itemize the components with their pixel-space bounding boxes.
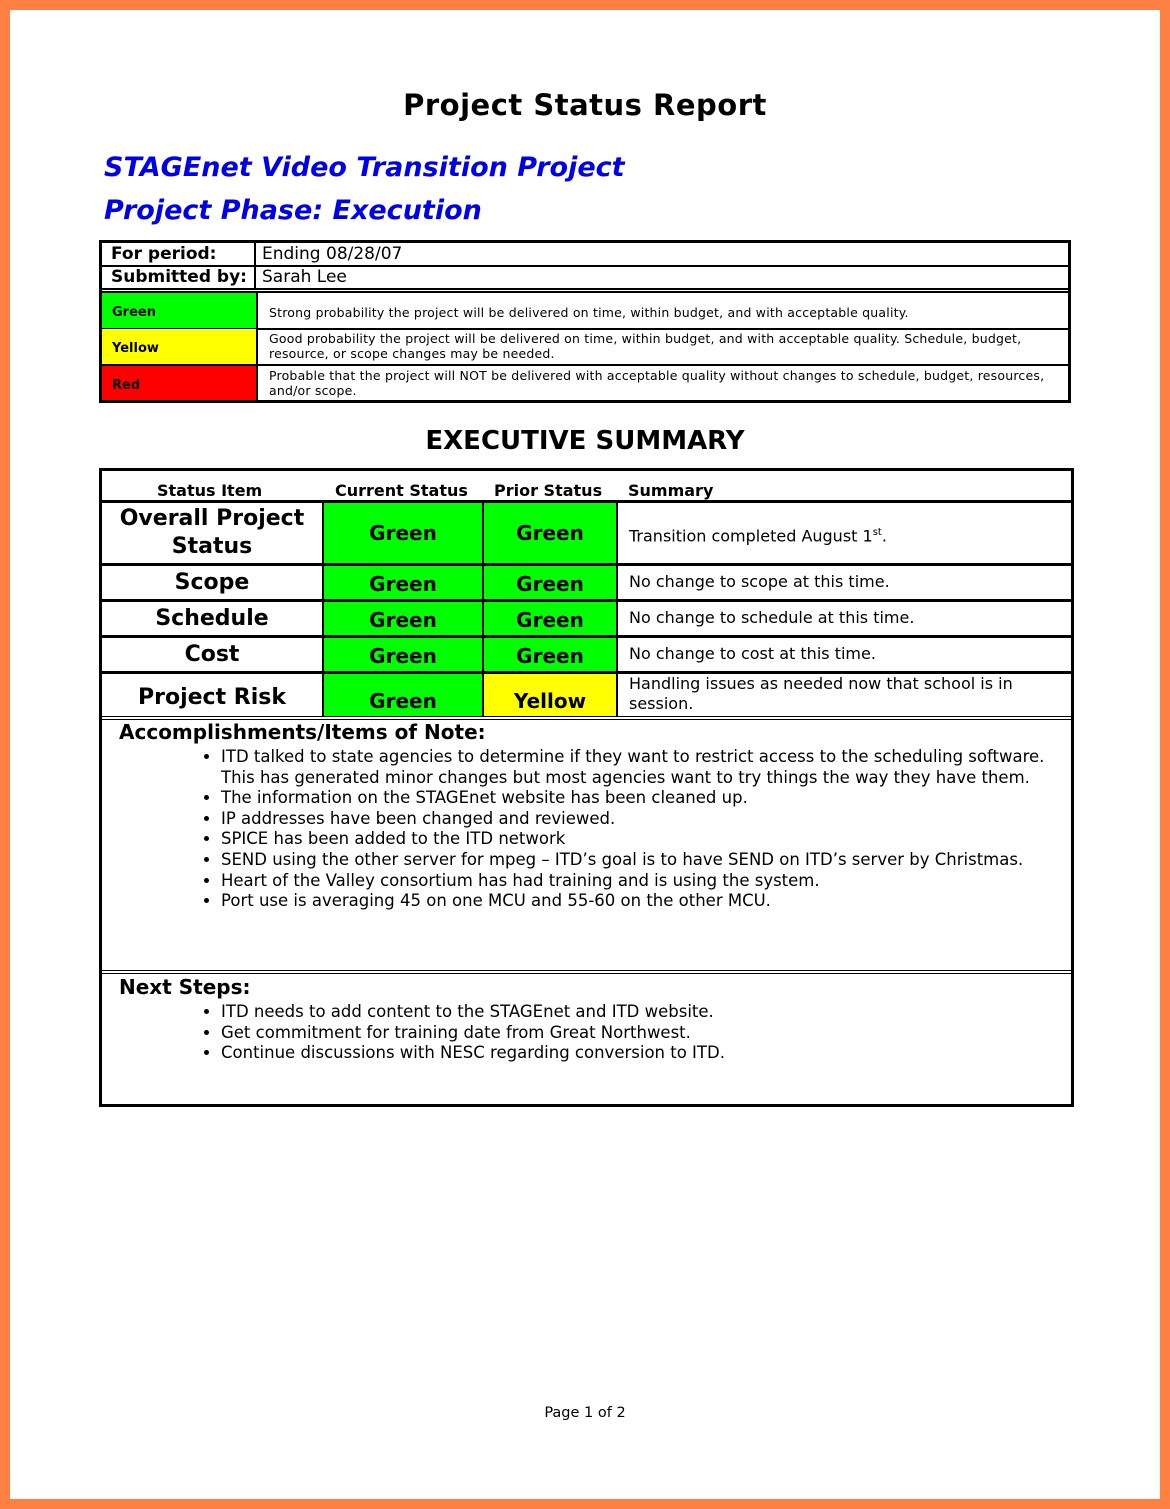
- list-item: • ITD talked to state agencies to determine if they want to restrict access to the scheduling software. This has generated minor changes but most agencies want to try things the way they have them.: [221, 747, 1061, 788]
- prior-status-cell: Green: [482, 503, 616, 563]
- list-item: • The information on the STAGEnet website has been cleaned up.: [221, 788, 1061, 809]
- accomplishments-section: [102, 716, 1071, 972]
- report-title: Project Status Report: [403, 88, 767, 122]
- summary-text: Transition completed August 1: [629, 526, 873, 546]
- list-item: • Port use is averaging 45 on one MCU and 55-60 on the other MCU.: [221, 891, 1061, 912]
- next-steps-section: [102, 970, 1071, 1108]
- list-item: • ITD needs to add content to the STAGEnet and ITD website.: [221, 1002, 1061, 1023]
- header-prior-status: Prior Status: [494, 481, 603, 500]
- status-item-label: Scope: [174, 570, 250, 595]
- summary-cell: No change to scope at this time.: [616, 566, 1065, 599]
- status-item-label: Cost: [184, 642, 240, 667]
- table-row: [102, 500, 1071, 563]
- list-item: • SPICE has been added to the ITD network: [221, 829, 1061, 850]
- status-item-label: Project Risk: [138, 685, 286, 710]
- table-row: [102, 635, 1071, 671]
- current-status-cell: Green: [322, 566, 482, 599]
- accomplishments-title: Accomplishments/Items of Note:: [119, 720, 486, 744]
- executive-summary-title: EXECUTIVE SUMMARY: [425, 426, 745, 456]
- legend-yellow-swatch: Yellow: [102, 329, 258, 364]
- legend-yellow-row: [102, 329, 1068, 366]
- prior-status-cell: Green: [482, 602, 616, 635]
- legend-green-row: [102, 291, 1068, 330]
- period-label: For period:: [102, 243, 256, 265]
- header-summary: Summary: [628, 481, 714, 500]
- list-item: • Heart of the Valley consortium has had training and is using the system.: [221, 871, 1061, 892]
- legend-red-row: [102, 366, 1068, 400]
- period-value: Ending 08/28/07: [262, 244, 403, 264]
- prior-status-cell: Green: [482, 638, 616, 671]
- list-item: • SEND using the other server for mpeg – ITD’s goal is to have SEND on ITD’s server by Christmas.: [221, 850, 1061, 871]
- summary-cell: No change to schedule at this time.: [616, 602, 1065, 635]
- project-name: STAGEnet Video Transition Project: [104, 152, 625, 183]
- summary-cell: No change to cost at this time.: [616, 638, 1065, 671]
- header-current-status: Current Status: [335, 481, 468, 500]
- table-row: [102, 599, 1071, 635]
- list-item: • Continue discussions with NESC regarding conversion to ITD.: [221, 1043, 1061, 1064]
- summary-superscript: st: [872, 527, 882, 538]
- accomplishments-list: [184, 747, 1061, 912]
- prior-status-cell: Green: [482, 566, 616, 599]
- current-status-cell: Green: [322, 602, 482, 635]
- legend-green-swatch: Green: [102, 293, 258, 328]
- submitted-label: Submitted by:: [102, 267, 256, 288]
- period-row: [102, 243, 1068, 267]
- current-status-cell: Green: [322, 674, 482, 716]
- submitted-value: Sarah Lee: [262, 267, 347, 287]
- next-steps-title: Next Steps:: [119, 975, 251, 999]
- header-status-item: Status Item: [157, 481, 263, 500]
- list-item: • IP addresses have been changed and reviewed.: [221, 809, 1061, 830]
- project-phase: Project Phase: Execution: [104, 195, 482, 226]
- submitted-row: [102, 267, 1068, 290]
- executive-summary-table: [99, 468, 1074, 1107]
- current-status-cell: Green: [322, 503, 482, 563]
- page-number: Page 1 of 2: [544, 1405, 626, 1421]
- status-item-label: Overall Project Status: [119, 506, 305, 559]
- document-page: [10, 10, 1160, 1499]
- legend-green-description: Strong probability the project will be delivered on time, within budget, and with acceptable quality.: [269, 305, 909, 320]
- info-box: [99, 240, 1071, 403]
- next-steps-list: [184, 1002, 1061, 1064]
- current-status-cell: Green: [322, 638, 482, 671]
- table-row: [102, 671, 1071, 716]
- summary-cell: [616, 503, 1065, 563]
- status-item-label: Schedule: [155, 606, 269, 631]
- legend-yellow-description: Good probability the project will be delivered on time, within budget, and with acceptable quality. Schedule, budget, resource, or scope changes may be needed.: [269, 331, 1022, 361]
- summary-period: .: [881, 526, 887, 546]
- legend-red-swatch: Red: [102, 366, 258, 400]
- summary-cell: Handling issues as needed now that school is in session.: [616, 674, 1065, 716]
- legend-red-description: Probable that the project will NOT be delivered with acceptable quality without changes to schedule, budget, resources, and/or scope.: [269, 368, 1045, 398]
- list-item: • Get commitment for training date from Great Northwest.: [221, 1023, 1061, 1044]
- table-row: [102, 563, 1071, 599]
- prior-status-cell: Yellow: [482, 674, 616, 716]
